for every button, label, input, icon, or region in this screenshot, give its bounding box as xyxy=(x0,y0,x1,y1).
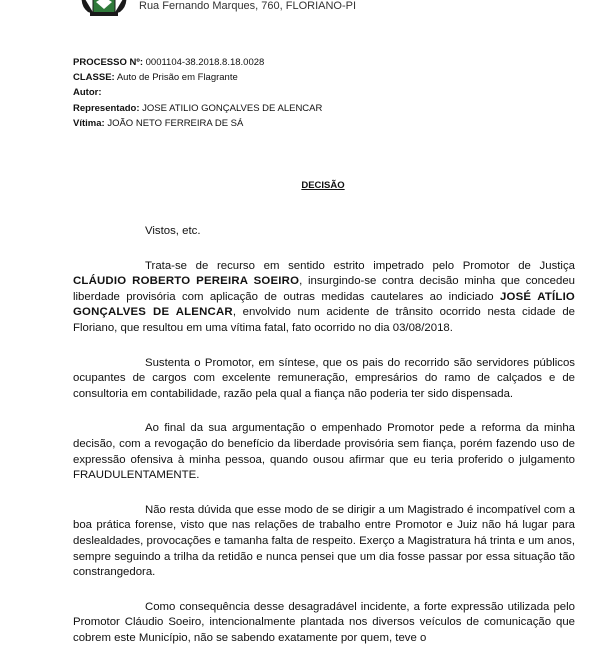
paragraph-greeting: Vistos, etc. xyxy=(145,225,201,237)
coat-of-arms-icon xyxy=(78,0,130,18)
page-header xyxy=(0,0,602,22)
victim-label: Vítima: xyxy=(73,117,105,129)
paragraph-1 xyxy=(73,259,575,337)
represented-row xyxy=(73,101,322,116)
process-number-label: PROCESSO Nº: xyxy=(73,57,143,68)
court-address: Rua Fernando Marques, 760, FLORIANO-PI xyxy=(139,0,357,12)
paragraph-2: Sustenta o Promotor, em síntese, que os pais do recorrido são servidores públicos ocupantes de cargos com excelente remuneração, empresários do ramo de calçados e de consultoria em contabilidade, razão pela qual a fiança não poderia ter sido dispensada. xyxy=(73,356,575,400)
paragraph-1-text-e: , envolvido num acidente de trânsito ocorrido nesta cidade de Floriano, que resultou em uma vítima fatal, fato ocorrido no dia 03/08/2018. xyxy=(73,306,575,334)
paragraph-3: Ao final da sua argumentação o empenhado Promotor pede a reforma da minha decisão, com a revogação do benefício da liberdade provisória sem fiança, porém fazendo uso de expressão ofensiva à minha pessoa, quando ousou afirmar que eu teria proferido o julgamento FRAUDULENTAMENTE. xyxy=(73,422,575,482)
decision-body xyxy=(73,224,575,665)
process-number-value: 0001104-38.2018.8.18.0028 xyxy=(145,57,265,68)
author-row xyxy=(73,85,322,100)
document-title: DECISÃO xyxy=(301,180,345,191)
victim-row xyxy=(73,116,322,131)
paragraph-5: Como consequência desse desagradável incidente, a forte expressão utilizada pelo Promotor Cláudio Soeiro, intencionalmente plantada nos diversos veículos de comunicação que cobrem este Município, não se sabendo exatamente por quem, teve o xyxy=(73,600,575,644)
process-number-row xyxy=(73,55,322,70)
process-metadata xyxy=(73,55,322,131)
represented-value: JOSE ATILIO GONÇALVES DE ALENCAR xyxy=(142,102,323,114)
paragraph-4: Não resta dúvida que esse modo de se dirigir a um Magistrado é incompatível com a boa prática forense, visto que nas relações de trabalho entre Promotor e Juiz não há lugar para deslealdades, provocações e tamanha falta de respeito. Exerço a Magistratura há trinta e um anos, sempre seguindo a trilha da retidão e nunca pensei que um dia fosse passar por essa situação tão constrangedora. xyxy=(73,503,575,579)
class-label: CLASSE: xyxy=(73,72,115,84)
author-label: Autor: xyxy=(73,87,102,99)
paragraph-1-text-c: , insurgindo-se contra decisão minha que concedeu liberdade provisória com aplicação de outras medidas cautelares ao indiciado xyxy=(73,275,575,303)
paragraph-1-text-a: Trata-se de recurso em sentido estrito impetrado pelo Promotor de Justiça xyxy=(145,259,575,272)
defendant-name: JOSÉ ATÍLIO GONÇALVES DE ALENCAR xyxy=(73,290,575,319)
class-value: Auto de Prisão em Flagrante xyxy=(116,72,238,84)
represented-label: Representado: xyxy=(73,102,140,114)
promoter-name: CLÁUDIO ROBERTO PEREIRA SOEIRO xyxy=(73,275,300,288)
victim-value: JOÃO NETO FERREIRA DE SÁ xyxy=(107,117,244,129)
class-row xyxy=(73,70,322,85)
